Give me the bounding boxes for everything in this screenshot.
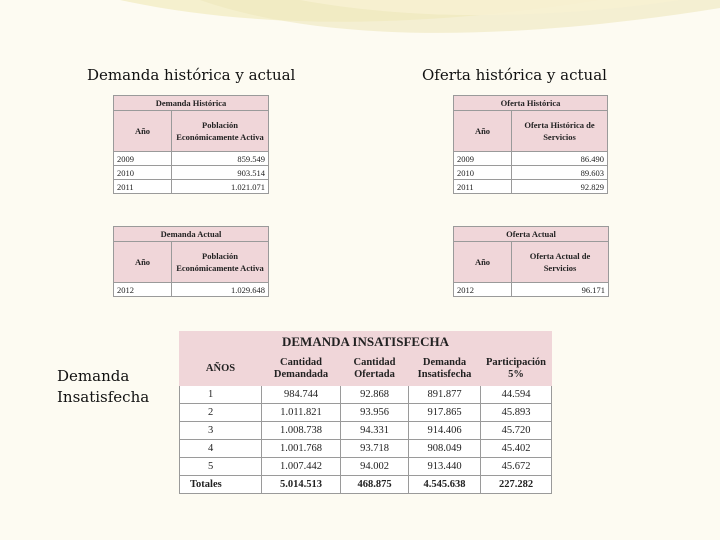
- col-header-year: Año: [114, 242, 172, 283]
- col-header-anios: AÑOS: [180, 353, 262, 386]
- table-title: Demanda Actual: [114, 227, 269, 242]
- cell-insatisfecha: 917.865: [409, 404, 481, 422]
- cell-value: 86.490: [512, 152, 608, 166]
- col-header-value: Oferta Histórica de Servicios: [512, 111, 608, 152]
- table-totals-row: [180, 476, 552, 494]
- table-demanda-historica: [113, 95, 269, 194]
- cell-insatisfecha: 891.877: [409, 386, 481, 404]
- table-row: [454, 152, 608, 166]
- table-title: Demanda Histórica: [114, 96, 269, 111]
- cell-year: 2010: [114, 166, 172, 180]
- cell-insatisfecha: 908.049: [409, 440, 481, 458]
- heading-demanda: Demanda histórica y actual: [87, 66, 296, 84]
- table-demanda-actual: [113, 226, 269, 297]
- cell-total-demandada: 5.014.513: [262, 476, 341, 494]
- col-header-year: Año: [114, 111, 172, 152]
- table-row: [114, 152, 269, 166]
- cell-value: 903.514: [172, 166, 269, 180]
- col-header-value: Población Económicamente Activa: [172, 242, 269, 283]
- col-header-value: Población Económicamente Activa: [172, 111, 269, 152]
- cell-year: 2012: [454, 283, 512, 297]
- table-row: [454, 283, 609, 297]
- cell-year: 2011: [454, 180, 512, 194]
- table-demanda-insatisfecha: [179, 331, 552, 494]
- col-header-cantidad-demandada: Cantidad Demandada: [262, 353, 341, 386]
- cell-demandada: 1.001.768: [262, 440, 341, 458]
- cell-value: 1.029.648: [172, 283, 269, 297]
- cell-participacion: 45.672: [481, 458, 552, 476]
- cell-year: 2011: [114, 180, 172, 194]
- cell-value: 859.549: [172, 152, 269, 166]
- cell-total-insatisfecha: 4.545.638: [409, 476, 481, 494]
- cell-demandada: 1.011.821: [262, 404, 341, 422]
- cell-anio: 1: [180, 386, 262, 404]
- cell-year: 2012: [114, 283, 172, 297]
- col-header-year: Año: [454, 242, 512, 283]
- cell-ofertada: 93.718: [341, 440, 409, 458]
- cell-participacion: 45.402: [481, 440, 552, 458]
- cell-anio: 5: [180, 458, 262, 476]
- table-title: Oferta Actual: [454, 227, 609, 242]
- cell-anio: 4: [180, 440, 262, 458]
- table-row: [114, 283, 269, 297]
- table-title: Oferta Histórica: [454, 96, 608, 111]
- cell-ofertada: 92.868: [341, 386, 409, 404]
- table-row: [114, 180, 269, 194]
- cell-total-participacion: 227.282: [481, 476, 552, 494]
- table-oferta-actual: [453, 226, 609, 297]
- table-oferta-historica: [453, 95, 608, 194]
- table-row: [180, 404, 552, 422]
- table-row: [180, 422, 552, 440]
- table-row: [180, 458, 552, 476]
- cell-total-ofertada: 468.875: [341, 476, 409, 494]
- table-row: [180, 386, 552, 404]
- cell-ofertada: 93.956: [341, 404, 409, 422]
- cell-year: 2009: [454, 152, 512, 166]
- cell-value: 1.021.071: [172, 180, 269, 194]
- cell-anio: 3: [180, 422, 262, 440]
- col-header-year: Año: [454, 111, 512, 152]
- cell-demandada: 1.007.442: [262, 458, 341, 476]
- label-demanda-insatisfecha: Demanda Insatisfecha: [57, 367, 150, 406]
- col-header-cantidad-ofertada: Cantidad Ofertada: [341, 353, 409, 386]
- table-row: [454, 166, 608, 180]
- table-row: [454, 180, 608, 194]
- cell-value: 89.603: [512, 166, 608, 180]
- heading-oferta: Oferta histórica y actual: [422, 66, 607, 84]
- cell-participacion: 45.720: [481, 422, 552, 440]
- cell-ofertada: 94.002: [341, 458, 409, 476]
- cell-year: 2009: [114, 152, 172, 166]
- cell-ofertada: 94.331: [341, 422, 409, 440]
- table-row: [180, 440, 552, 458]
- cell-demandada: 984.744: [262, 386, 341, 404]
- cell-totales-label: Totales: [180, 476, 262, 494]
- cell-year: 2010: [454, 166, 512, 180]
- cell-anio: 2: [180, 404, 262, 422]
- cell-participacion: 44.594: [481, 386, 552, 404]
- cell-insatisfecha: 914.406: [409, 422, 481, 440]
- col-header-value: Oferta Actual de Servicios: [512, 242, 609, 283]
- table-title: DEMANDA INSATISFECHA: [180, 332, 552, 353]
- cell-value: 92.829: [512, 180, 608, 194]
- table-row: [114, 166, 269, 180]
- cell-value: 96.171: [512, 283, 609, 297]
- col-header-demanda-insatisfecha: Demanda Insatisfecha: [409, 353, 481, 386]
- cell-insatisfecha: 913.440: [409, 458, 481, 476]
- col-header-participacion: Participación 5%: [481, 353, 552, 386]
- cell-demandada: 1.008.738: [262, 422, 341, 440]
- cell-participacion: 45.893: [481, 404, 552, 422]
